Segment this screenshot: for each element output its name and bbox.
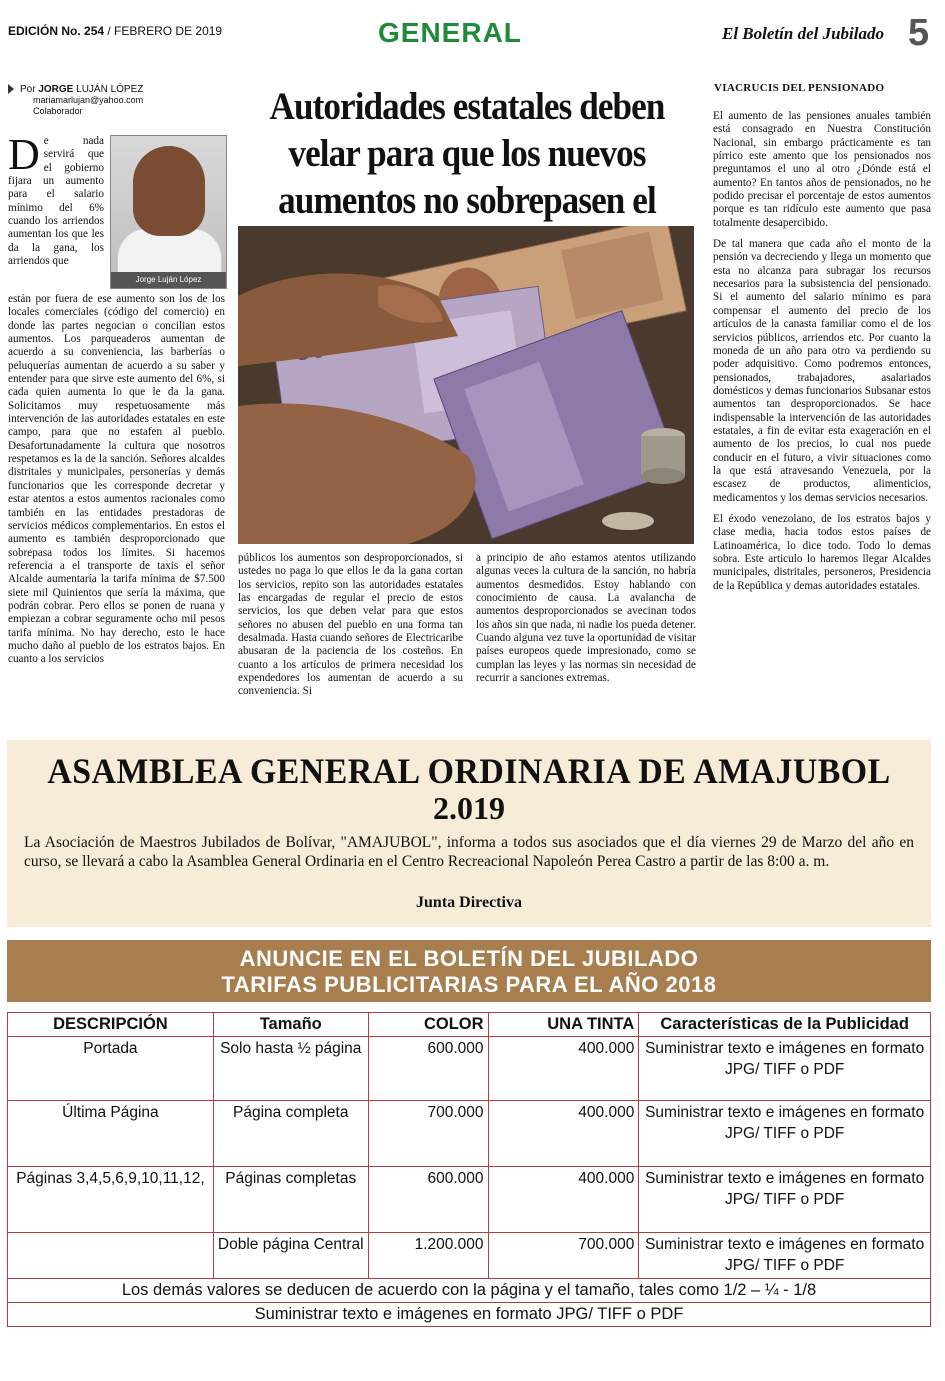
photo-caption: Jorge Luján López: [111, 272, 226, 288]
edition-date: / FEBRERO DE 2019: [107, 24, 223, 38]
article-headline: Autoridades estatales deben velar para que los nuevos aumentos no sobrepasen el: [269, 85, 665, 222]
sidebar-title: VIACRUCIS DEL PENSIONADO: [714, 82, 885, 94]
money-photo: [238, 226, 694, 544]
section-title: GENERAL: [378, 17, 522, 48]
table-note-1: Los demás valores se deducen de acuerdo con la página y el tamaño, tales como 1/2 – ¼ - 1/8: [8, 1279, 931, 1303]
table-header-row: [8, 1013, 931, 1037]
asamblea-title: ASAMBLEA GENERAL ORDINARIA DE AMAJUBOL: [47, 751, 891, 791]
column-2: públicos los aumentos son desproporcionados, si ustedes no paga lo que ellos le da la gana cortan los servicios, repito son las autoridades estatales las encargadas de regular el precio de estos servicios, los que deben velar para que estos señores no abusen del pueblo en una forma tan desalmada. Hasta cuando señores de Electricaribe abusaran de la paciencia de los costeños. En cuanto a los artículos de primera necesidad los expendedores los aumentan de acuerdo a su conveniencia. Si: [238, 552, 463, 698]
cell-color: 600.000: [368, 1037, 488, 1101]
header-caracteristicas: Características de la Publicidad: [639, 1013, 931, 1037]
byline: [8, 84, 228, 117]
author-photo: [110, 135, 227, 289]
byline-email: mariamarlujan@yahoo.com: [33, 95, 144, 105]
cell-tamano: Página completa: [213, 1101, 368, 1167]
header-tamano: Tamaño: [213, 1013, 368, 1037]
cell-color: 600.000: [368, 1167, 488, 1233]
sidebar-body: [713, 110, 931, 601]
cell-tamano: Solo hasta ½ página: [213, 1037, 368, 1101]
column-3: a principio de año estamos atentos utilizando algunas veces la cultura de la sanción, no habría aumentos desmedidos. Estoy hablando con conocimiento de causa. La avalancha de aumentos desproporcionados se avecinan todos los años sin que nada, ni nadie los pueda detener. Cuando alguna vez tuve la oportunidad de visitar países europeos quede impresionado, como se cumplan las leyes y las normas sin necesidad de recurrir a sanciones extremas.: [476, 552, 696, 685]
byline-role: Colaborador: [33, 106, 83, 116]
edition-number: No. 254: [61, 24, 105, 38]
byline-author-rest: LUJÁN LÓPEZ: [76, 84, 144, 95]
cell-caracteristicas: Suministrar texto e imágenes en formato JPG/ TIFF o PDF: [639, 1167, 931, 1233]
cell-una-tinta: 400.000: [488, 1167, 639, 1233]
asamblea-year: 2.019: [433, 790, 505, 826]
table-row: [8, 1101, 931, 1167]
cell-caracteristicas: Suministrar texto e imágenes en formato JPG/ TIFF o PDF: [639, 1101, 931, 1167]
table-note-2: Suministrar texto e imágenes en formato JPG/ TIFF o PDF: [8, 1303, 931, 1327]
sidebar-paragraph-3: El éxodo venezolano, de los estratos bajos y clase media, hacia todos estos países de Latinoamérica, lo dice todo. Todo lo demas sobra. Este articulo lo haremos llegar Alcaldes municipales, distritales, personeros, Presidencia de la República y demas autoridades estatales.: [713, 512, 931, 592]
header-una-tinta: UNA TINTA: [488, 1013, 639, 1037]
edition-label: EDICIÓN: [8, 24, 59, 38]
byline-prefix: Por: [20, 84, 36, 95]
header-descripcion: DESCRIPCIÓN: [8, 1013, 214, 1037]
cell-descripcion: Última Página: [8, 1101, 214, 1167]
cell-descripcion: Páginas 3,4,5,6,9,10,11,12,: [8, 1167, 214, 1233]
cell-una-tinta: 400.000: [488, 1037, 639, 1101]
asamblea-body: La Asociación de Maestros Jubilados de Bolívar, "AMAJUBOL", informa a todos sus asociados que el día viernes 29 de Marzo del año en curso, se llevará a cabo la Asamblea General Ordinaria en el Centro Recreacional Napoleón Perea Castro a partir de las 8:00 a. m.: [24, 834, 914, 870]
cell-descripcion: [8, 1233, 214, 1279]
sidebar-paragraph-2: De tal manera que cada año el monto de la pensión va decreciendo y llega un momento que esta no alcanza para subragar los recursos necesarios para la subsistencia del pensionado. Si el aumento del salario mínimo es para compensar el aumento del precio de los artículos de la canasta familiar como el de los servicios públicos, arriendos etc. Por cuanto la moneda de un año para otro va perdiendo su poder adquisitivo. Como podremos entonces, pensionados, trabajadores, asalariados domésticos y demas funcionarios Subsanar estos aumentos tan desproporcionados. Se hace indispensable la intervención de las autoridades estatales, a fin de evitar esta exageración en el aumento de los precios, lo cual nos puede conducir en el futuro, a vivir situaciones como la que está atravesando Venezuela, por la escasez de productos, alimenticios, medicamentos y los demas servicios necesarios.: [713, 238, 931, 504]
cell-una-tinta: 400.000: [488, 1101, 639, 1167]
table-row: [8, 1167, 931, 1233]
cell-color: 1.200.000: [368, 1233, 488, 1279]
table-note-row: [8, 1279, 931, 1303]
cell-color: 700.000: [368, 1101, 488, 1167]
cell-tamano: Doble página Central: [213, 1233, 368, 1279]
cell-caracteristicas: Suministrar texto e imágenes en formato JPG/ TIFF o PDF: [639, 1037, 931, 1101]
drop-cap: D: [8, 130, 40, 179]
edition-info: [8, 24, 222, 38]
page-number: 5: [908, 12, 930, 54]
cell-tamano: Páginas completas: [213, 1167, 368, 1233]
table-row: [8, 1037, 931, 1101]
sidebar-paragraph-1: El aumento de las pensiones anuales también está consagrado en Nuestra Constitución Nacional, sin embargo prácticamente es tan pírrico este amento que los pensionados nos preguntamos el uno al otro ¿Dónde está el aumento? En tantos años de pensionados, no he podido precisar el porcentaje de estos aumentos porque es tan ridículo este aumento que pasa totalmente desapercibido.: [713, 110, 931, 229]
column-1-narrow: [8, 130, 104, 268]
ad-banner-line-2: TARIFAS PUBLICITARIAS PARA EL AÑO 2018: [221, 972, 717, 997]
ad-banner: [7, 940, 931, 1002]
cell-una-tinta: 700.000: [488, 1233, 639, 1279]
table-row: [8, 1233, 931, 1279]
photo-face: [133, 146, 205, 236]
table-note-row: [8, 1303, 931, 1327]
byline-author: JORGE: [38, 84, 74, 95]
header-color: COLOR: [368, 1013, 488, 1037]
column-1-body: están por fuera de ese aumento son los de los locales comerciales (código del comercio) en donde las partes negocian o concilian estos aumentos. Los parqueaderos aumentan de acuerdo a su conveniencia, las barberías o peluquerías aumentan de acuerdo a su saber y entender para que sirve este aumento del 6%, si cada quien aumenta lo que le da la gana. Solicitamos muy respetuosamente más intervención de las autoridades estatales en este campo, para que no estafen al pueblo. Desafortunadamente la cultura que nosotros respetamos es la de la sanción. Señores alcaldes distritales y municipales, personerías y demás funcionarios que les corresponde decretar y estar atentos a estos aumentos racionales como también en las entidades prestadoras de servicios médicos complementarios. En estos el aumento es también desproporcionado que sobrepasa todos los límites. Si hacemos referencia a el transporte de taxis el señor Alcalde aumentaría la tarifa mínima de $7.500 siete mil Quinientos que sería la máxima, que podrán cobrar. Pero ellos se ponen de ruana y empiezan a cobrar seguramente ocho mil pesos tarifa mínima. No hay derecho, esto le hace mucho daño al pueblo de los estratos bajos. En cuanto a los servicios: [8, 293, 225, 666]
cell-descripcion: Portada: [8, 1037, 214, 1101]
asamblea-signature: Junta Directiva: [416, 894, 522, 911]
publication-name: El Boletín del Jubilado: [722, 24, 884, 43]
cell-caracteristicas: Suministrar texto e imágenes en formato JPG/ TIFF o PDF: [639, 1233, 931, 1279]
column-1-intro: e nada servirá que el gobierno fijara un aumento para el salario mínimo del 6% cuando los arriendos aumentan los que les da la gana, los arriendos que: [8, 135, 104, 268]
ad-banner-line-1: ANUNCIE EN EL BOLETÍN DEL JUBILADO: [239, 946, 699, 971]
byline-arrow-icon: [8, 84, 14, 94]
rates-table: [7, 1012, 931, 1327]
